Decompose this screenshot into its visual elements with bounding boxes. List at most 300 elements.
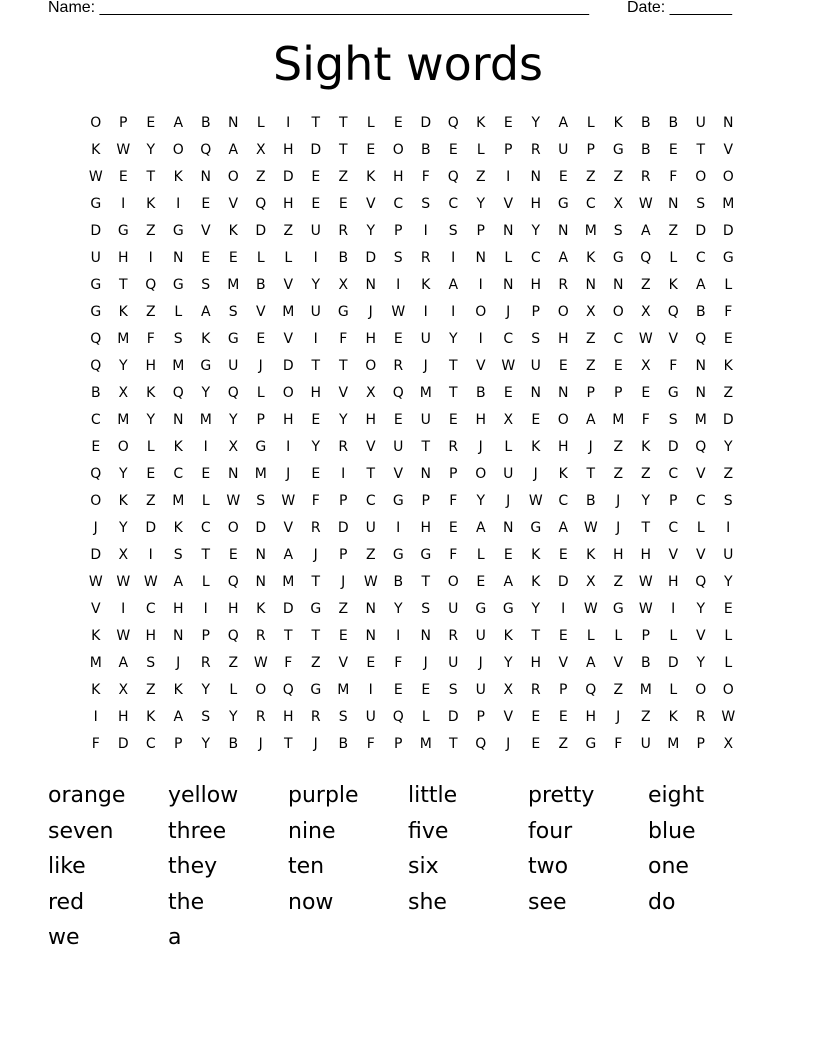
- grid-letter[interactable]: I: [396, 520, 401, 536]
- grid-letter[interactable]: Z: [585, 169, 596, 185]
- grid-letter[interactable]: A: [585, 412, 596, 428]
- grid-letter[interactable]: K: [91, 628, 101, 644]
- grid-letter[interactable]: E: [723, 601, 733, 617]
- grid-letter[interactable]: C: [585, 196, 596, 212]
- grid-letter[interactable]: Y: [366, 223, 376, 239]
- grid-letter[interactable]: U: [475, 682, 486, 698]
- grid-letter[interactable]: K: [173, 520, 183, 536]
- grid-letter[interactable]: N: [558, 223, 569, 239]
- grid-letter[interactable]: B: [420, 142, 431, 158]
- grid-letter[interactable]: C: [173, 466, 184, 482]
- grid-letter[interactable]: C: [448, 196, 459, 212]
- grid-letter[interactable]: V: [365, 439, 376, 455]
- grid-letter[interactable]: X: [118, 547, 129, 563]
- grid-letter[interactable]: G: [530, 520, 542, 536]
- grid-letter[interactable]: V: [200, 223, 211, 239]
- grid-letter[interactable]: U: [310, 223, 321, 239]
- grid-letter[interactable]: J: [616, 493, 621, 509]
- grid-letter[interactable]: J: [478, 655, 483, 671]
- grid-letter[interactable]: O: [227, 520, 239, 536]
- grid-letter[interactable]: S: [173, 547, 183, 563]
- grid-letter[interactable]: Z: [338, 601, 349, 617]
- grid-letter[interactable]: G: [612, 601, 624, 617]
- grid-letter[interactable]: B: [90, 385, 101, 401]
- grid-letter[interactable]: Y: [118, 358, 128, 374]
- grid-letter[interactable]: W: [116, 574, 131, 590]
- grid-letter[interactable]: Y: [311, 277, 321, 293]
- grid-letter[interactable]: H: [420, 520, 432, 536]
- grid-letter[interactable]: B: [200, 115, 211, 131]
- grid-letter[interactable]: Q: [695, 574, 707, 590]
- grid-letter[interactable]: D: [282, 601, 294, 617]
- grid-letter[interactable]: D: [365, 250, 377, 266]
- grid-letter[interactable]: J: [286, 466, 291, 482]
- grid-letter[interactable]: J: [506, 493, 511, 509]
- grid-letter[interactable]: E: [503, 385, 513, 401]
- grid-letter[interactable]: X: [640, 304, 651, 320]
- grid-letter[interactable]: I: [396, 277, 401, 293]
- grid-letter[interactable]: M: [419, 736, 432, 752]
- grid-letter[interactable]: G: [502, 601, 514, 617]
- grid-letter[interactable]: C: [613, 331, 624, 347]
- grid-letter[interactable]: Q: [392, 709, 404, 725]
- grid-letter[interactable]: T: [641, 520, 651, 536]
- grid-letter[interactable]: D: [722, 412, 734, 428]
- grid-letter[interactable]: G: [90, 304, 102, 320]
- grid-letter[interactable]: N: [420, 466, 431, 482]
- grid-letter[interactable]: A: [503, 574, 514, 590]
- grid-letter[interactable]: I: [148, 250, 153, 266]
- grid-letter[interactable]: W: [583, 520, 598, 536]
- grid-letter[interactable]: Z: [338, 169, 349, 185]
- grid-letter[interactable]: O: [227, 169, 239, 185]
- grid-letter[interactable]: O: [475, 304, 487, 320]
- grid-letter[interactable]: D: [145, 520, 157, 536]
- grid-letter[interactable]: M: [612, 412, 625, 428]
- grid-letter[interactable]: C: [668, 466, 679, 482]
- grid-letter[interactable]: F: [614, 736, 623, 752]
- grid-letter[interactable]: D: [117, 736, 129, 752]
- grid-letter[interactable]: Q: [282, 682, 294, 698]
- grid-letter[interactable]: I: [671, 601, 676, 617]
- grid-letter[interactable]: A: [118, 655, 129, 671]
- grid-letter[interactable]: V: [338, 655, 349, 671]
- grid-letter[interactable]: S: [448, 223, 458, 239]
- grid-letter[interactable]: E: [558, 547, 568, 563]
- grid-letter[interactable]: H: [145, 358, 157, 374]
- grid-letter[interactable]: G: [612, 142, 624, 158]
- grid-letter[interactable]: P: [559, 682, 568, 698]
- grid-letter[interactable]: C: [668, 520, 679, 536]
- grid-letter[interactable]: U: [365, 709, 376, 725]
- grid-letter[interactable]: B: [338, 736, 349, 752]
- grid-letter[interactable]: Z: [640, 277, 651, 293]
- grid-letter[interactable]: O: [117, 439, 129, 455]
- grid-letter[interactable]: J: [313, 547, 318, 563]
- grid-letter[interactable]: Y: [531, 601, 541, 617]
- grid-letter[interactable]: Z: [145, 493, 156, 509]
- grid-letter[interactable]: T: [201, 547, 211, 563]
- grid-letter[interactable]: G: [392, 493, 404, 509]
- grid-letter[interactable]: O: [695, 682, 707, 698]
- grid-letter[interactable]: I: [506, 169, 511, 185]
- grid-letter[interactable]: X: [613, 196, 624, 212]
- grid-letter[interactable]: H: [585, 709, 597, 725]
- grid-letter[interactable]: Z: [558, 736, 569, 752]
- grid-letter[interactable]: H: [227, 601, 239, 617]
- grid-letter[interactable]: I: [726, 520, 731, 536]
- grid-letter[interactable]: K: [228, 223, 238, 239]
- grid-letter[interactable]: V: [503, 709, 514, 725]
- grid-letter[interactable]: U: [448, 655, 459, 671]
- grid-letter[interactable]: L: [146, 439, 155, 455]
- grid-letter[interactable]: Y: [531, 223, 541, 239]
- grid-letter[interactable]: A: [448, 277, 459, 293]
- grid-letter[interactable]: W: [363, 574, 378, 590]
- grid-letter[interactable]: Y: [696, 655, 706, 671]
- grid-letter[interactable]: N: [613, 277, 624, 293]
- grid-letter[interactable]: L: [201, 493, 210, 509]
- grid-letter[interactable]: Y: [118, 466, 128, 482]
- grid-letter[interactable]: K: [146, 196, 156, 212]
- grid-letter[interactable]: D: [420, 115, 432, 131]
- grid-letter[interactable]: O: [557, 304, 569, 320]
- grid-letter[interactable]: L: [724, 628, 733, 644]
- grid-letter[interactable]: G: [117, 223, 129, 239]
- grid-letter[interactable]: N: [255, 574, 266, 590]
- grid-letter[interactable]: H: [392, 169, 404, 185]
- grid-letter[interactable]: X: [228, 439, 239, 455]
- grid-letter[interactable]: J: [616, 709, 621, 725]
- grid-letter[interactable]: V: [255, 304, 266, 320]
- grid-letter[interactable]: S: [668, 412, 678, 428]
- grid-letter[interactable]: O: [612, 304, 624, 320]
- grid-letter[interactable]: E: [421, 682, 431, 698]
- grid-letter[interactable]: V: [613, 655, 624, 671]
- grid-letter[interactable]: N: [503, 223, 514, 239]
- grid-letter[interactable]: W: [391, 304, 406, 320]
- grid-letter[interactable]: I: [451, 304, 456, 320]
- grid-letter[interactable]: L: [256, 250, 265, 266]
- grid-letter[interactable]: T: [531, 628, 541, 644]
- grid-letter[interactable]: Z: [255, 169, 266, 185]
- grid-letter[interactable]: T: [696, 142, 706, 158]
- grid-letter[interactable]: R: [448, 628, 459, 644]
- grid-letter[interactable]: A: [173, 115, 184, 131]
- grid-letter[interactable]: K: [173, 682, 183, 698]
- grid-letter[interactable]: R: [255, 709, 266, 725]
- grid-letter[interactable]: V: [695, 628, 706, 644]
- grid-letter[interactable]: T: [311, 628, 321, 644]
- grid-letter[interactable]: V: [668, 331, 679, 347]
- grid-letter[interactable]: E: [613, 358, 623, 374]
- grid-letter[interactable]: M: [694, 412, 707, 428]
- grid-letter[interactable]: E: [531, 709, 541, 725]
- grid-letter[interactable]: K: [558, 466, 568, 482]
- grid-letter[interactable]: A: [173, 574, 184, 590]
- grid-letter[interactable]: X: [365, 385, 376, 401]
- grid-letter[interactable]: L: [724, 277, 733, 293]
- grid-letter[interactable]: T: [421, 439, 431, 455]
- grid-letter[interactable]: K: [173, 439, 183, 455]
- grid-letter[interactable]: F: [394, 655, 403, 671]
- grid-letter[interactable]: Z: [640, 466, 651, 482]
- grid-letter[interactable]: F: [339, 331, 348, 347]
- grid-letter[interactable]: Q: [447, 115, 459, 131]
- grid-letter[interactable]: O: [447, 574, 459, 590]
- grid-letter[interactable]: C: [530, 250, 541, 266]
- grid-letter[interactable]: K: [668, 277, 678, 293]
- grid-letter[interactable]: H: [145, 628, 157, 644]
- grid-letter[interactable]: V: [283, 277, 294, 293]
- grid-letter[interactable]: Z: [640, 709, 651, 725]
- grid-letter[interactable]: Z: [365, 547, 376, 563]
- grid-letter[interactable]: Z: [283, 223, 294, 239]
- grid-letter[interactable]: L: [669, 250, 678, 266]
- grid-letter[interactable]: X: [118, 682, 129, 698]
- grid-letter[interactable]: Z: [613, 169, 624, 185]
- grid-letter[interactable]: J: [341, 574, 346, 590]
- grid-letter[interactable]: J: [93, 520, 98, 536]
- grid-letter[interactable]: O: [557, 412, 569, 428]
- grid-letter[interactable]: P: [614, 385, 623, 401]
- grid-letter[interactable]: B: [393, 574, 404, 590]
- grid-letter[interactable]: N: [695, 385, 706, 401]
- grid-letter[interactable]: O: [90, 115, 102, 131]
- grid-letter[interactable]: O: [365, 358, 377, 374]
- grid-letter[interactable]: L: [476, 547, 485, 563]
- grid-letter[interactable]: X: [723, 736, 734, 752]
- grid-letter[interactable]: A: [283, 547, 294, 563]
- grid-letter[interactable]: T: [448, 736, 458, 752]
- grid-letter[interactable]: I: [203, 439, 208, 455]
- grid-letter[interactable]: D: [90, 547, 102, 563]
- grid-letter[interactable]: E: [393, 682, 403, 698]
- grid-letter[interactable]: S: [696, 196, 706, 212]
- grid-letter[interactable]: H: [365, 331, 377, 347]
- grid-letter[interactable]: I: [203, 601, 208, 617]
- grid-letter[interactable]: T: [283, 736, 293, 752]
- grid-letter[interactable]: P: [696, 736, 705, 752]
- grid-letter[interactable]: Q: [227, 628, 239, 644]
- grid-letter[interactable]: G: [337, 304, 349, 320]
- grid-letter[interactable]: S: [256, 493, 266, 509]
- grid-letter[interactable]: K: [503, 628, 513, 644]
- grid-letter[interactable]: H: [557, 331, 569, 347]
- grid-letter[interactable]: V: [365, 196, 376, 212]
- grid-letter[interactable]: P: [421, 493, 430, 509]
- grid-letter[interactable]: J: [258, 358, 263, 374]
- grid-letter[interactable]: G: [420, 547, 432, 563]
- grid-letter[interactable]: L: [586, 115, 595, 131]
- grid-letter[interactable]: H: [282, 142, 294, 158]
- grid-letter[interactable]: E: [558, 358, 568, 374]
- grid-letter[interactable]: Z: [585, 331, 596, 347]
- grid-letter[interactable]: F: [724, 304, 733, 320]
- grid-letter[interactable]: M: [172, 493, 185, 509]
- grid-letter[interactable]: Y: [448, 331, 458, 347]
- grid-letter[interactable]: K: [476, 115, 486, 131]
- grid-letter[interactable]: P: [394, 223, 403, 239]
- grid-letter[interactable]: E: [668, 142, 678, 158]
- grid-letter[interactable]: K: [531, 439, 541, 455]
- grid-letter[interactable]: P: [256, 412, 265, 428]
- grid-letter[interactable]: W: [638, 331, 653, 347]
- grid-letter[interactable]: N: [668, 196, 679, 212]
- grid-letter[interactable]: V: [475, 358, 486, 374]
- grid-letter[interactable]: Z: [723, 385, 734, 401]
- grid-letter[interactable]: Y: [723, 439, 733, 455]
- grid-letter[interactable]: S: [173, 331, 183, 347]
- grid-letter[interactable]: Y: [503, 655, 513, 671]
- grid-letter[interactable]: U: [723, 547, 734, 563]
- grid-letter[interactable]: I: [451, 250, 456, 266]
- grid-letter[interactable]: T: [448, 358, 458, 374]
- grid-letter[interactable]: Q: [392, 385, 404, 401]
- grid-letter[interactable]: S: [531, 331, 541, 347]
- grid-letter[interactable]: N: [558, 385, 569, 401]
- grid-letter[interactable]: E: [558, 169, 568, 185]
- grid-letter[interactable]: E: [146, 115, 156, 131]
- grid-letter[interactable]: D: [282, 358, 294, 374]
- grid-letter[interactable]: U: [530, 358, 541, 374]
- grid-letter[interactable]: E: [393, 331, 403, 347]
- grid-letter[interactable]: D: [282, 169, 294, 185]
- grid-letter[interactable]: B: [475, 385, 486, 401]
- grid-letter[interactable]: F: [284, 655, 293, 671]
- grid-letter[interactable]: C: [90, 412, 101, 428]
- grid-letter[interactable]: H: [640, 547, 652, 563]
- grid-letter[interactable]: N: [530, 169, 541, 185]
- grid-letter[interactable]: K: [586, 250, 596, 266]
- grid-letter[interactable]: E: [311, 196, 321, 212]
- grid-letter[interactable]: L: [586, 628, 595, 644]
- grid-letter[interactable]: A: [200, 304, 211, 320]
- grid-letter[interactable]: C: [365, 493, 376, 509]
- grid-letter[interactable]: Q: [667, 304, 679, 320]
- grid-letter[interactable]: X: [585, 574, 596, 590]
- grid-letter[interactable]: K: [118, 304, 128, 320]
- grid-letter[interactable]: I: [423, 304, 428, 320]
- grid-letter[interactable]: K: [531, 574, 541, 590]
- grid-letter[interactable]: T: [146, 169, 156, 185]
- grid-letter[interactable]: H: [530, 277, 542, 293]
- grid-letter[interactable]: D: [557, 574, 569, 590]
- grid-letter[interactable]: M: [584, 223, 597, 239]
- grid-letter[interactable]: F: [91, 736, 100, 752]
- grid-letter[interactable]: V: [695, 466, 706, 482]
- grid-letter[interactable]: S: [393, 250, 403, 266]
- grid-letter[interactable]: D: [90, 223, 102, 239]
- grid-letter[interactable]: E: [256, 331, 266, 347]
- grid-letter[interactable]: R: [255, 628, 266, 644]
- grid-letter[interactable]: W: [88, 169, 103, 185]
- grid-letter[interactable]: E: [503, 115, 513, 131]
- grid-letter[interactable]: K: [421, 277, 431, 293]
- grid-letter[interactable]: O: [255, 682, 267, 698]
- grid-letter[interactable]: E: [393, 115, 403, 131]
- grid-letter[interactable]: H: [172, 601, 184, 617]
- grid-letter[interactable]: W: [143, 574, 158, 590]
- grid-letter[interactable]: Y: [201, 736, 211, 752]
- grid-letter[interactable]: Y: [146, 412, 156, 428]
- grid-letter[interactable]: P: [476, 709, 485, 725]
- grid-letter[interactable]: B: [640, 655, 651, 671]
- grid-letter[interactable]: B: [338, 250, 349, 266]
- grid-letter[interactable]: J: [506, 736, 511, 752]
- grid-letter[interactable]: Z: [228, 655, 239, 671]
- grid-letter[interactable]: M: [117, 412, 130, 428]
- grid-letter[interactable]: L: [614, 628, 623, 644]
- grid-letter[interactable]: I: [148, 547, 153, 563]
- grid-letter[interactable]: C: [695, 493, 706, 509]
- grid-letter[interactable]: I: [396, 628, 401, 644]
- grid-letter[interactable]: I: [478, 277, 483, 293]
- grid-letter[interactable]: A: [173, 709, 184, 725]
- grid-letter[interactable]: T: [338, 142, 348, 158]
- grid-letter[interactable]: C: [695, 250, 706, 266]
- grid-letter[interactable]: Y: [338, 412, 348, 428]
- grid-letter[interactable]: U: [503, 466, 514, 482]
- grid-letter[interactable]: L: [366, 115, 375, 131]
- grid-letter[interactable]: T: [448, 385, 458, 401]
- grid-letter[interactable]: W: [638, 196, 653, 212]
- grid-letter[interactable]: G: [200, 358, 212, 374]
- grid-letter[interactable]: N: [530, 385, 541, 401]
- grid-letter[interactable]: Q: [227, 385, 239, 401]
- grid-letter[interactable]: I: [561, 601, 566, 617]
- grid-letter[interactable]: L: [669, 628, 678, 644]
- grid-letter[interactable]: H: [282, 412, 294, 428]
- grid-letter[interactable]: I: [423, 223, 428, 239]
- grid-letter[interactable]: R: [338, 439, 349, 455]
- grid-letter[interactable]: Y: [476, 196, 486, 212]
- grid-letter[interactable]: K: [256, 601, 266, 617]
- grid-letter[interactable]: R: [200, 655, 211, 671]
- grid-letter[interactable]: O: [392, 142, 404, 158]
- grid-letter[interactable]: E: [338, 628, 348, 644]
- grid-letter[interactable]: L: [256, 385, 265, 401]
- grid-letter[interactable]: M: [722, 196, 735, 212]
- grid-letter[interactable]: J: [506, 304, 511, 320]
- grid-letter[interactable]: Q: [695, 331, 707, 347]
- grid-letter[interactable]: N: [255, 547, 266, 563]
- grid-letter[interactable]: L: [421, 709, 430, 725]
- grid-letter[interactable]: M: [667, 736, 680, 752]
- grid-letter[interactable]: F: [669, 169, 678, 185]
- grid-letter[interactable]: Z: [723, 466, 734, 482]
- grid-letter[interactable]: K: [641, 439, 651, 455]
- grid-letter[interactable]: V: [558, 655, 569, 671]
- grid-letter[interactable]: Z: [668, 223, 679, 239]
- grid-letter[interactable]: E: [146, 466, 156, 482]
- grid-letter[interactable]: M: [172, 358, 185, 374]
- grid-letter[interactable]: S: [201, 277, 211, 293]
- grid-letter[interactable]: O: [722, 682, 734, 698]
- grid-letter[interactable]: I: [341, 466, 346, 482]
- grid-letter[interactable]: C: [393, 196, 404, 212]
- grid-letter[interactable]: U: [640, 736, 651, 752]
- grid-letter[interactable]: Q: [200, 142, 212, 158]
- grid-letter[interactable]: N: [228, 115, 239, 131]
- grid-letter[interactable]: I: [121, 601, 126, 617]
- grid-letter[interactable]: S: [146, 655, 156, 671]
- grid-letter[interactable]: J: [313, 736, 318, 752]
- grid-letter[interactable]: Z: [145, 223, 156, 239]
- grid-letter[interactable]: I: [313, 331, 318, 347]
- grid-letter[interactable]: E: [448, 520, 458, 536]
- grid-letter[interactable]: U: [228, 358, 239, 374]
